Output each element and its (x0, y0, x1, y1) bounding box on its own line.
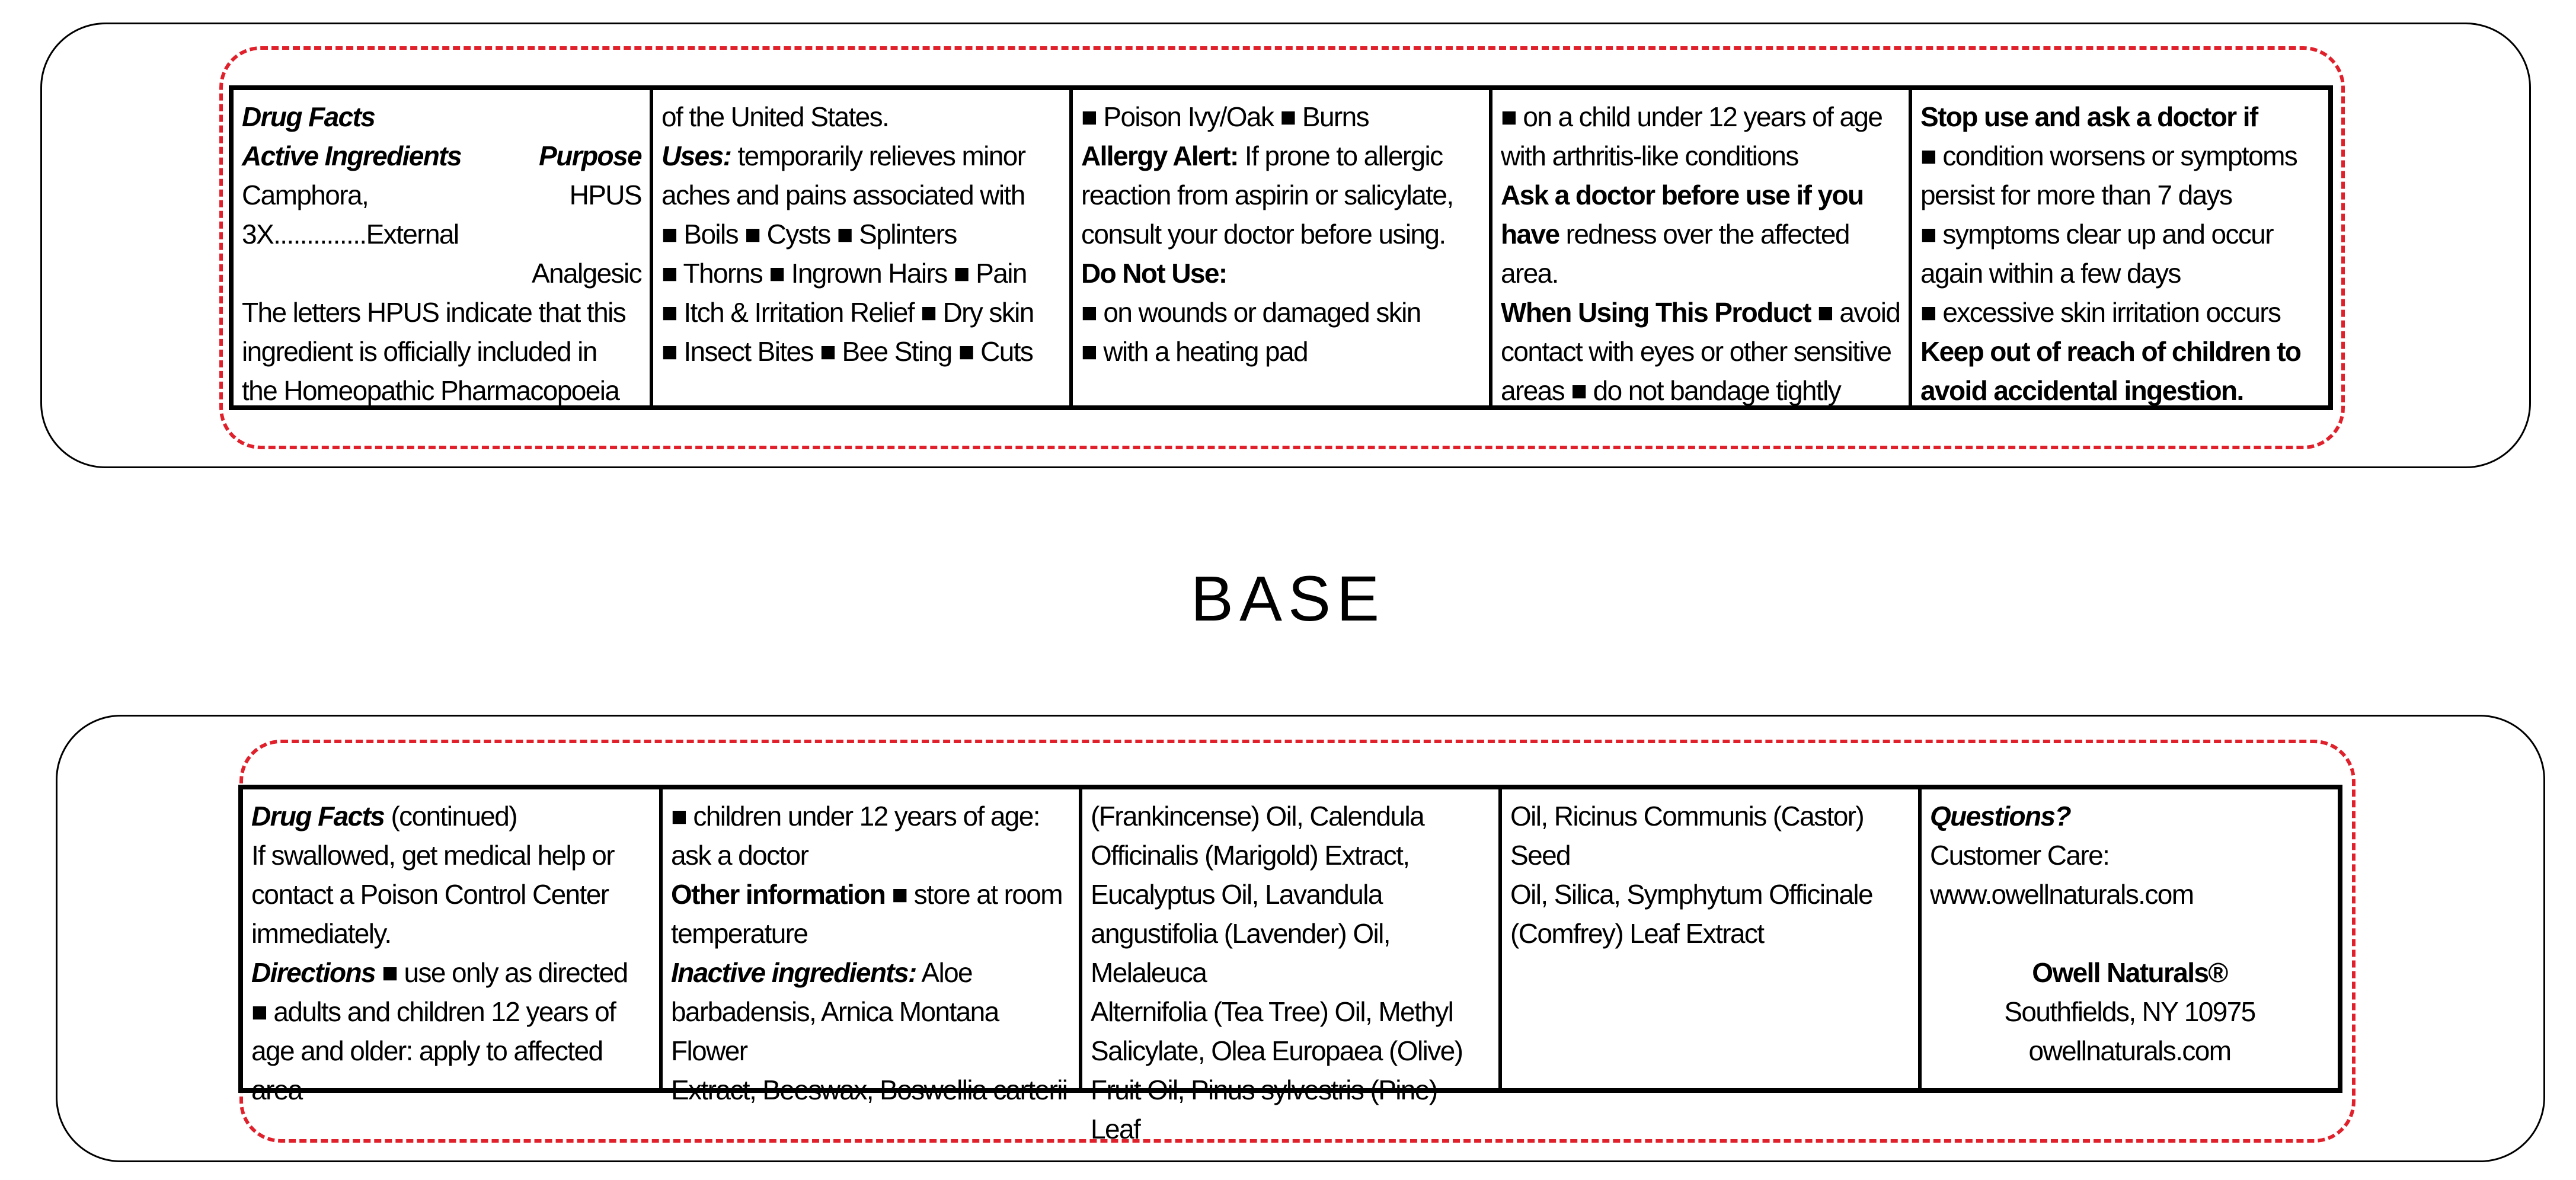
ask-doctor-label: Ask a doctor before use if you (1501, 180, 1864, 210)
ingredient-purpose: Analgesic (531, 258, 641, 289)
text-line: Eucalyptus Oil, Lavandula (1091, 879, 1382, 910)
text-line: age and older: apply to affected area (251, 1035, 603, 1105)
text-line: contact with eyes or other sensitive (1501, 336, 1891, 367)
ask-doctor-label-2: have (1501, 219, 1559, 250)
uses-label: Uses: (661, 140, 731, 171)
text-line: again within a few days (1920, 258, 2181, 289)
top-column-1 (234, 90, 650, 405)
text-line: persist for more than 7 days (1920, 180, 2232, 210)
top-column-3 (1069, 90, 1489, 405)
text-line: consult your doctor before using. (1081, 219, 1446, 250)
bottom-column-2 (659, 789, 1079, 1105)
spacer (1930, 914, 2329, 953)
when-using-label: When Using This Product (1501, 297, 1811, 328)
drug-facts-title: Drug Facts (251, 801, 385, 832)
text-line: If swallowed, get medical help or (251, 840, 614, 871)
other-information-label: Other information (671, 879, 886, 910)
when-using-line (1501, 293, 1900, 332)
base-label: BASE (1190, 562, 1386, 634)
text-line: ■ Thorns ■ Ingrown Hairs ■ Pain (661, 258, 1027, 289)
drug-facts-title: Drug Facts (242, 101, 375, 132)
text-line: ■ with a heating pad (1081, 336, 1308, 367)
text-line: ■ symptoms clear up and occur (1920, 219, 2273, 250)
ingredient-line: Camphora, HPUS 3X..............External (242, 180, 641, 250)
uses-line (661, 136, 1061, 175)
active-purpose-header (242, 136, 641, 175)
top-drug-facts-table (229, 85, 2333, 410)
text-line: (Comfrey) Leaf Extract (1510, 918, 1764, 949)
hpus-line-1: The letters HPUS indicate that this (242, 297, 626, 328)
text-line: ■ Poison Ivy/Oak ■ Burns (1081, 101, 1369, 132)
drug-facts-continued-line (251, 797, 651, 836)
text-line: ■ excessive skin irritation occurs (1920, 297, 2281, 328)
text-line: reaction from aspirin or salicylate, (1081, 180, 1453, 210)
text-line: barbadensis, Arnica Montana Flower (671, 996, 999, 1066)
inactive-ingredients-label: Inactive ingredients: (671, 957, 916, 988)
text-line: Salicylate, Olea Europaea (Olive) (1091, 1035, 1463, 1066)
allergy-line (1081, 136, 1481, 175)
brand-address: Southfields, NY 10975 (2004, 996, 2255, 1027)
questions-label: Questions? (1930, 801, 2071, 832)
keep-out-reach-1: Keep out of reach of children to (1920, 336, 2301, 367)
text-line: Alternifolia (Tea Tree) Oil, Methyl (1091, 996, 1453, 1027)
ask-doctor-line (1501, 215, 1900, 293)
directions-label: Directions (251, 957, 375, 988)
other-information-line (671, 875, 1070, 914)
text-line: Officinalis (Marigold) Extract, (1091, 840, 1410, 871)
continued-text: (continued) (384, 801, 517, 832)
brand-name: Owell Naturals® (2032, 957, 2227, 988)
text-line: immediately. (251, 918, 391, 949)
text-line: aches and pains associated with (661, 180, 1025, 210)
text-line: with arthritis-like conditions (1501, 140, 1798, 171)
hpus-line-3: the Homeopathic Pharmacopoeia (242, 375, 619, 406)
text-line: ■ condition worsens or symptoms (1920, 140, 2297, 171)
directions-line (251, 953, 651, 992)
customer-care-label: Customer Care: (1930, 840, 2110, 871)
bottom-drug-facts-table (238, 785, 2342, 1144)
top-column-2 (650, 90, 1069, 405)
stop-use-label: Stop use and ask a doctor if (1920, 101, 2258, 132)
text-line: ■ Insect Bites ■ Bee Sting ■ Cuts (661, 336, 1033, 367)
text-line: ■ Itch & Irritation Relief ■ Dry skin (661, 297, 1034, 328)
text-line: ask a doctor (671, 840, 808, 871)
allergy-text: If prone to allergic (1238, 140, 1443, 171)
text-line: (Frankincense) Oil, Calendula (1091, 801, 1424, 832)
directions-text: ■ use only as directed (375, 957, 628, 988)
ask-doctor-text: redness over the affected area. (1501, 219, 1849, 289)
text-line: contact a Poison Control Center (251, 879, 609, 910)
text-line: ■ on wounds or damaged skin (1081, 297, 1421, 328)
bottom-column-1 (243, 789, 659, 1105)
hpus-line-2: ingredient is officially included in (242, 336, 597, 367)
bottom-column-3 (1079, 789, 1498, 1144)
text-line: temperature (671, 918, 808, 949)
text-line: ■ adults and children 12 years of (251, 996, 616, 1027)
customer-care-url: www.owellnaturals.com (1930, 879, 2194, 910)
bottom-column-4 (1498, 789, 1918, 1088)
text-line: Fruit Oil, Pinus sylvestris (Pine) Leaf (1091, 1075, 1437, 1144)
text-line: ■ Boils ■ Cysts ■ Splinters (661, 219, 957, 250)
purpose-heading: Purpose (539, 140, 641, 171)
top-column-4 (1489, 90, 1909, 405)
when-using-text: ■ avoid (1810, 297, 1900, 328)
inactive-ingredients-line (671, 953, 1070, 992)
text-line: ■ on a child under 12 years of age (1501, 101, 1883, 132)
uses-text: temporarily relieves minor (731, 140, 1025, 171)
do-not-use-label: Do Not Use: (1081, 258, 1227, 289)
text-line: Oil, Silica, Symphytum Officinale (1510, 879, 1873, 910)
text-line: Extract, Beeswax, Boswellia carterii (671, 1075, 1068, 1105)
text-line: ■ children under 12 years of age: (671, 801, 1040, 832)
active-ingredients-heading: Active Ingredients (242, 140, 461, 171)
text-line: areas ■ do not bandage tightly (1501, 375, 1841, 406)
allergy-label: Allergy Alert: (1081, 140, 1238, 171)
text-line: of the United States. (661, 101, 889, 132)
bottom-column-5 (1918, 789, 2338, 1088)
other-information-text: ■ store at room (885, 879, 1062, 910)
text-line: Oil, Ricinus Communis (Castor) Seed (1510, 801, 1864, 871)
top-column-5 (1909, 90, 2328, 405)
brand-website: owellnaturals.com (2028, 1035, 2231, 1066)
inactive-ingredients-text: Aloe (916, 957, 973, 988)
text-line: angustifolia (Lavender) Oil, Melaleuca (1091, 918, 1390, 988)
keep-out-reach-2: avoid accidental ingestion. (1920, 375, 2243, 406)
